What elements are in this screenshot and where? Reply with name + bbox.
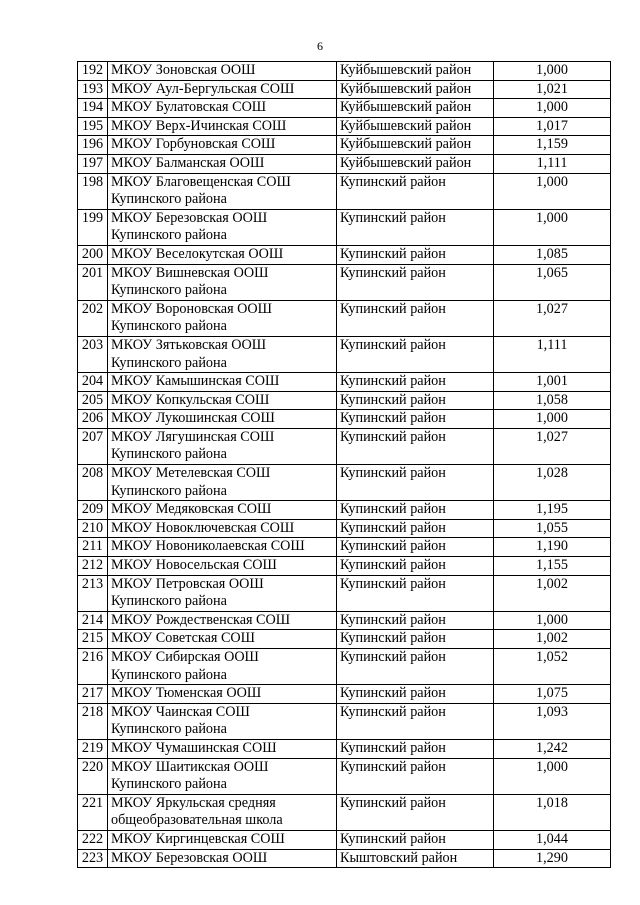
district-name: Куйбышевский район: [337, 136, 494, 155]
school-name-line: МКОУ Аул-Бергульская СОШ: [111, 80, 295, 97]
row-number: 199: [78, 209, 108, 245]
school-name: [108, 80, 337, 99]
coefficient-value: 1,027: [494, 300, 611, 336]
table-row: [78, 557, 611, 576]
school-name-line: МКОУ Зоновская ООШ: [111, 62, 256, 78]
school-name-line: МКОУ Медяковская СОШ: [111, 501, 272, 518]
row-number: 216: [78, 649, 108, 685]
district-name: Купинский район: [337, 245, 494, 264]
coefficient-value: 1,195: [494, 501, 611, 520]
table-row: [78, 611, 611, 630]
coefficient-value: 1,018: [494, 794, 611, 830]
school-name-line: Купинского района: [111, 776, 227, 793]
table-row: [78, 501, 611, 520]
school-name: [108, 300, 337, 336]
coefficient-value: 1,075: [494, 685, 611, 704]
district-name: Купинский район: [337, 465, 494, 501]
school-name: [108, 501, 337, 520]
row-number: 215: [78, 630, 108, 649]
table-row: [78, 649, 611, 685]
row-number: 200: [78, 245, 108, 264]
coefficient-value: 1,190: [494, 538, 611, 557]
school-name: [108, 428, 337, 464]
school-name: [108, 391, 337, 410]
row-number: 205: [78, 391, 108, 410]
district-name: Купинский район: [337, 830, 494, 849]
table-row: [78, 739, 611, 758]
district-name: Купинский район: [337, 391, 494, 410]
district-name: Купинский район: [337, 794, 494, 830]
school-name-line: МКОУ Балманская ООШ: [111, 154, 265, 171]
row-number: 209: [78, 501, 108, 520]
district-name: Купинский район: [337, 703, 494, 739]
row-number: 204: [78, 373, 108, 392]
school-name-line: Купинского района: [111, 482, 227, 499]
row-number: 221: [78, 794, 108, 830]
table-row: [78, 830, 611, 849]
district-name: Купинский район: [337, 739, 494, 758]
page-number: 6: [317, 39, 323, 53]
school-name-line: МКОУ Киргинцевская СОШ: [111, 830, 285, 847]
coefficient-value: 1,055: [494, 519, 611, 538]
school-name-line: МКОУ Горбуновская СОШ: [111, 136, 276, 153]
district-name: Купинский район: [337, 758, 494, 794]
row-number: 203: [78, 336, 108, 372]
district-name: Купинский район: [337, 209, 494, 245]
school-name: [108, 849, 337, 868]
table-row: [78, 117, 611, 136]
row-number: 214: [78, 611, 108, 630]
table-row: [78, 410, 611, 429]
coefficient-value: 1,093: [494, 703, 611, 739]
coefficient-value: 1,002: [494, 575, 611, 611]
coefficient-value: 1,000: [494, 99, 611, 118]
row-number: 207: [78, 428, 108, 464]
school-name-line: Купинского района: [111, 446, 227, 463]
school-name: [108, 245, 337, 264]
row-number: 208: [78, 465, 108, 501]
school-name-line: Купинского района: [111, 666, 227, 683]
school-name-line: МКОУ Советская СОШ: [111, 630, 255, 647]
school-name: [108, 136, 337, 155]
district-name: Купинский район: [337, 410, 494, 429]
coefficient-value: 1,017: [494, 117, 611, 136]
school-name: [108, 557, 337, 576]
coefficient-value: 1,111: [494, 154, 611, 173]
row-number: 195: [78, 117, 108, 136]
row-number: 222: [78, 830, 108, 849]
district-name: Купинский район: [337, 685, 494, 704]
table-row: [78, 465, 611, 501]
school-name: [108, 373, 337, 392]
coefficient-value: 1,028: [494, 465, 611, 501]
school-name: [108, 739, 337, 758]
coefficient-value: 1,002: [494, 630, 611, 649]
district-name: Купинский район: [337, 538, 494, 557]
school-name: [108, 62, 337, 81]
coefficient-value: 1,111: [494, 336, 611, 372]
district-name: Купинский район: [337, 373, 494, 392]
row-number: 218: [78, 703, 108, 739]
table-row: [78, 630, 611, 649]
table-row: [78, 538, 611, 557]
district-name: Купинский район: [337, 519, 494, 538]
school-name: [108, 99, 337, 118]
row-number: 220: [78, 758, 108, 794]
coefficient-value: 1,000: [494, 62, 611, 81]
coefficient-value: 1,290: [494, 849, 611, 868]
district-name: Купинский район: [337, 336, 494, 372]
coefficient-value: 1,021: [494, 80, 611, 99]
school-name: [108, 117, 337, 136]
table-row: [78, 575, 611, 611]
coefficient-value: 1,242: [494, 739, 611, 758]
district-name: Куйбышевский район: [337, 99, 494, 118]
row-number: 217: [78, 685, 108, 704]
school-name-line: Купинского района: [111, 227, 227, 244]
district-name: Купинский район: [337, 264, 494, 300]
district-name: Купинский район: [337, 630, 494, 649]
coefficient-value: 1,065: [494, 264, 611, 300]
school-name-line: МКОУ Булатовская СОШ: [111, 99, 267, 116]
school-name: [108, 630, 337, 649]
school-name-line: МКОУ Зятьковская ООШ: [111, 336, 267, 353]
school-name-line: МКОУ Лягушинская СОШ: [111, 428, 275, 445]
coefficient-value: 1,085: [494, 245, 611, 264]
table-row: [78, 300, 611, 336]
school-name-line: МКОУ Чумашинская СОШ: [111, 739, 277, 756]
row-number: 192: [78, 62, 108, 81]
school-name: [108, 173, 337, 209]
table-row: [78, 519, 611, 538]
school-name-line: МКОУ Новониколаевская СОШ: [111, 538, 305, 555]
row-number: 202: [78, 300, 108, 336]
coefficient-value: 1,000: [494, 410, 611, 429]
row-number: 194: [78, 99, 108, 118]
district-name: Купинский район: [337, 611, 494, 630]
school-name-line: МКОУ Новосельская СОШ: [111, 557, 277, 574]
district-name: Купинский район: [337, 173, 494, 209]
school-name-line: Купинского района: [111, 354, 227, 371]
district-name: Кыштовский район: [337, 849, 494, 868]
school-name: [108, 264, 337, 300]
row-number: 223: [78, 849, 108, 868]
school-name-line: Купинского района: [111, 593, 227, 610]
coefficient-value: 1,001: [494, 373, 611, 392]
table-row: [78, 685, 611, 704]
table-row: [78, 245, 611, 264]
school-name: [108, 465, 337, 501]
school-name: [108, 575, 337, 611]
school-name-line: МКОУ Вишневская ООШ: [111, 264, 269, 281]
table-row: [78, 373, 611, 392]
school-name: [108, 830, 337, 849]
school-name-line: МКОУ Верх-Ичинская СОШ: [111, 117, 287, 134]
row-number: 193: [78, 80, 108, 99]
row-number: 210: [78, 519, 108, 538]
district-name: Купинский район: [337, 557, 494, 576]
school-name: [108, 519, 337, 538]
school-name-line: МКОУ Шаитикская ООШ: [111, 758, 269, 775]
row-number: 201: [78, 264, 108, 300]
coefficient-value: 1,000: [494, 758, 611, 794]
coefficient-value: 1,027: [494, 428, 611, 464]
row-number: 211: [78, 538, 108, 557]
coefficient-value: 1,052: [494, 649, 611, 685]
school-name-line: МКОУ Копкульская СОШ: [111, 391, 270, 408]
table-row: [78, 703, 611, 739]
district-name: Купинский район: [337, 575, 494, 611]
table-row: [78, 154, 611, 173]
school-name-line: МКОУ Рождественская СОШ: [111, 611, 291, 628]
school-name-line: общеобразовательная школа: [111, 812, 283, 829]
row-number: 213: [78, 575, 108, 611]
school-name-line: МКОУ Березовская ООШ: [111, 849, 268, 866]
school-name-line: Купинского района: [111, 318, 227, 335]
table-row: [78, 99, 611, 118]
school-name: [108, 538, 337, 557]
school-name: [108, 649, 337, 685]
district-name: Купинский район: [337, 649, 494, 685]
table-row: [78, 336, 611, 372]
school-name-line: МКОУ Сибирская ООШ: [111, 649, 259, 665]
school-name-line: МКОУ Вороновская ООШ: [111, 300, 272, 317]
row-number: 196: [78, 136, 108, 155]
district-name: Купинский район: [337, 428, 494, 464]
school-name: [108, 703, 337, 739]
district-name: Купинский район: [337, 300, 494, 336]
table-row: [78, 849, 611, 868]
school-name-line: Купинского района: [111, 191, 227, 208]
table-row: [78, 391, 611, 410]
school-name: [108, 685, 337, 704]
table-row: [78, 173, 611, 209]
coefficient-value: 1,000: [494, 173, 611, 209]
school-name: [108, 794, 337, 830]
coefficient-value: 1,000: [494, 611, 611, 630]
school-name-line: МКОУ Благовещенская СОШ: [111, 173, 291, 190]
school-name: [108, 758, 337, 794]
row-number: 219: [78, 739, 108, 758]
school-name-line: МКОУ Новоключевская СОШ: [111, 519, 295, 536]
table-row: [78, 62, 611, 81]
table-row: [78, 428, 611, 464]
school-name-line: МКОУ Метелевская СОШ: [111, 465, 271, 482]
table-row: [78, 758, 611, 794]
row-number: 198: [78, 173, 108, 209]
table-row: [78, 794, 611, 830]
district-name: Куйбышевский район: [337, 154, 494, 173]
school-name: [108, 611, 337, 630]
school-name-line: МКОУ Яркульская средняя: [111, 794, 276, 811]
district-name: Куйбышевский район: [337, 80, 494, 99]
district-name: Купинский район: [337, 501, 494, 520]
school-name-line: МКОУ Веселокутская ООШ: [111, 245, 284, 262]
school-name-line: МКОУ Лукошинская СОШ: [111, 410, 275, 427]
school-name-line: МКОУ Тюменская ООШ: [111, 685, 262, 702]
school-name-line: Купинского района: [111, 721, 227, 738]
coefficient-value: 1,058: [494, 391, 611, 410]
table-row: [78, 80, 611, 99]
row-number: 206: [78, 410, 108, 429]
coefficient-value: 1,155: [494, 557, 611, 576]
school-name-line: МКОУ Камышинская СОШ: [111, 373, 280, 390]
row-number: 197: [78, 154, 108, 173]
row-number: 212: [78, 557, 108, 576]
table-row: [78, 136, 611, 155]
school-name-line: МКОУ Березовская ООШ: [111, 209, 268, 226]
coefficient-value: 1,000: [494, 209, 611, 245]
school-name-line: МКОУ Петровская ООШ: [111, 575, 264, 592]
school-name-line: Купинского района: [111, 282, 227, 299]
school-name: [108, 336, 337, 372]
district-name: Куйбышевский район: [337, 62, 494, 81]
school-name: [108, 154, 337, 173]
district-name: Куйбышевский район: [337, 117, 494, 136]
coefficient-value: 1,159: [494, 136, 611, 155]
school-coefficients-table: [77, 61, 611, 868]
school-name: [108, 410, 337, 429]
school-name: [108, 209, 337, 245]
coefficient-value: 1,044: [494, 830, 611, 849]
table-row: [78, 264, 611, 300]
school-name-line: МКОУ Чаинская СОШ: [111, 703, 250, 720]
table-row: [78, 209, 611, 245]
